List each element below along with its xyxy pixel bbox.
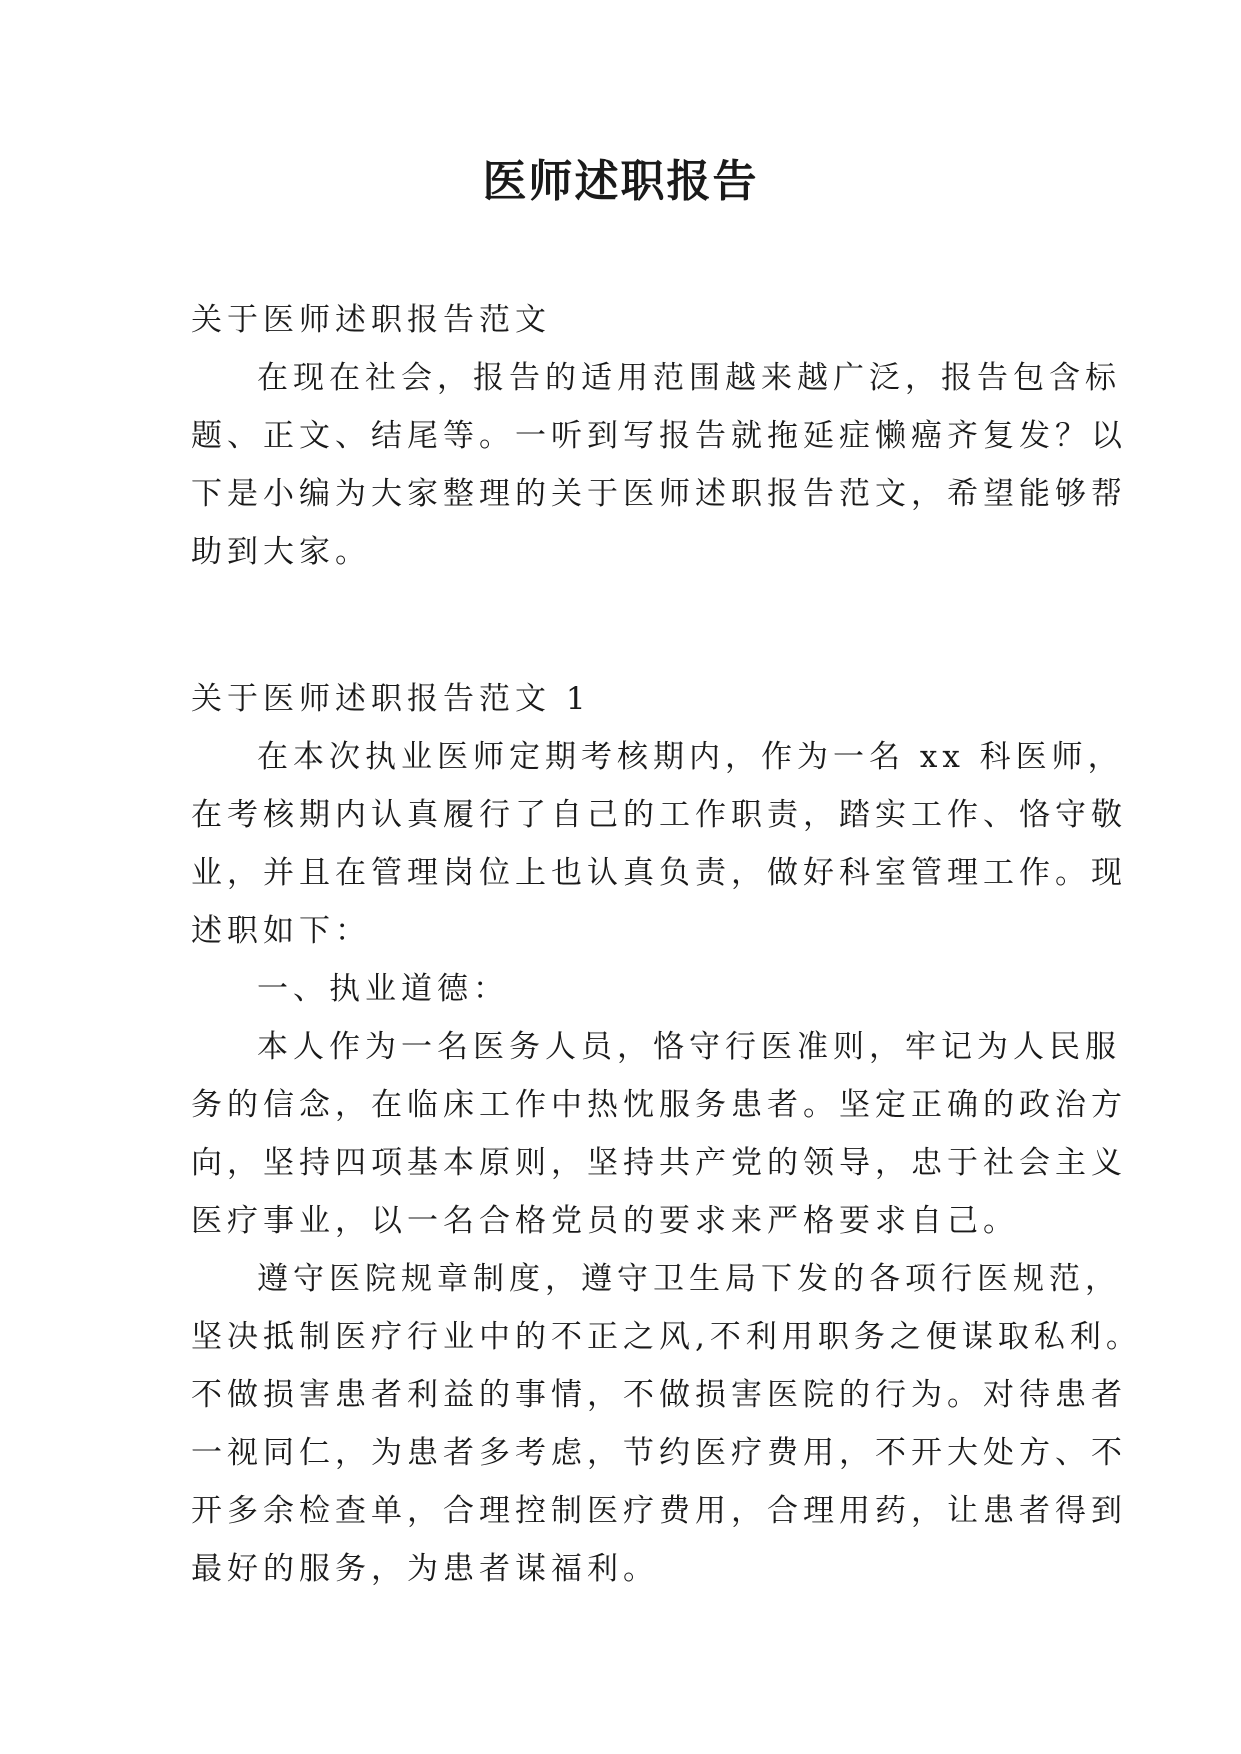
text-line: 本人作为一名医务人员，恪守行医准则，牢记为人民服 [257,1029,1121,1065]
intro-paragraph [191,349,1127,581]
text-line: 遵守医院规章制度，遵守卫生局下发的各项行医规范， [257,1261,1121,1297]
text-line: 下是小编为大家整理的关于医师述职报告范文，希望能够帮 [191,476,1127,512]
text-line: 助到大家。 [191,534,371,570]
document-body [191,291,1142,1598]
text-line: 务的信念，在临床工作中热忱服务患者。坚定正确的政治方 [191,1087,1127,1123]
text-line: 最好的服务，为患者谋福利。 [191,1551,659,1587]
paragraph-1 [191,728,1127,960]
text-line: 述职如下： [191,913,371,949]
text-line: 在本次执业医师定期考核期内，作为一名 xx 科医师， [257,739,1124,775]
paragraph-2 [191,1018,1127,1250]
text-line: 医疗事业，以一名合格党员的要求来严格要求自己。 [191,1203,1019,1239]
text-line: 题、正文、结尾等。一听到写报告就拖延症懒癌齐复发？以 [191,418,1127,454]
section-spacer [191,581,1061,670]
heading-sample-1: 关于医师述职报告范文 1 [191,681,591,717]
text-line: 业，并且在管理岗位上也认真负责，做好科室管理工作。现 [191,855,1127,891]
text-line: 一视同仁，为患者多考虑，节约医疗费用，不开大处方、不 [191,1435,1127,1471]
text-line: 在现在社会，报告的适用范围越来越广泛，报告包含标 [257,360,1121,396]
text-line: 在考核期内认真履行了自己的工作职责，踏实工作、恪守敬 [191,797,1127,833]
text-line: 开多余检查单，合理控制医疗费用，合理用药，让患者得到 [191,1493,1127,1529]
text-line: 不做损害患者利益的事情，不做损害医院的行为。对待患者 [191,1377,1127,1413]
heading-intro: 关于医师述职报告范文 [191,302,551,338]
paragraph-3 [191,1250,1142,1598]
text-line: 向，坚持四项基本原则，坚持共产党的领导，忠于社会主义 [191,1145,1127,1181]
document-title: 医师述职报告 [482,156,759,207]
section-heading-ethics: 一、执业道德： [257,971,509,1007]
text-line: 坚决抵制医疗行业中的不正之风,不利用职务之便谋取私利。 [191,1319,1142,1355]
